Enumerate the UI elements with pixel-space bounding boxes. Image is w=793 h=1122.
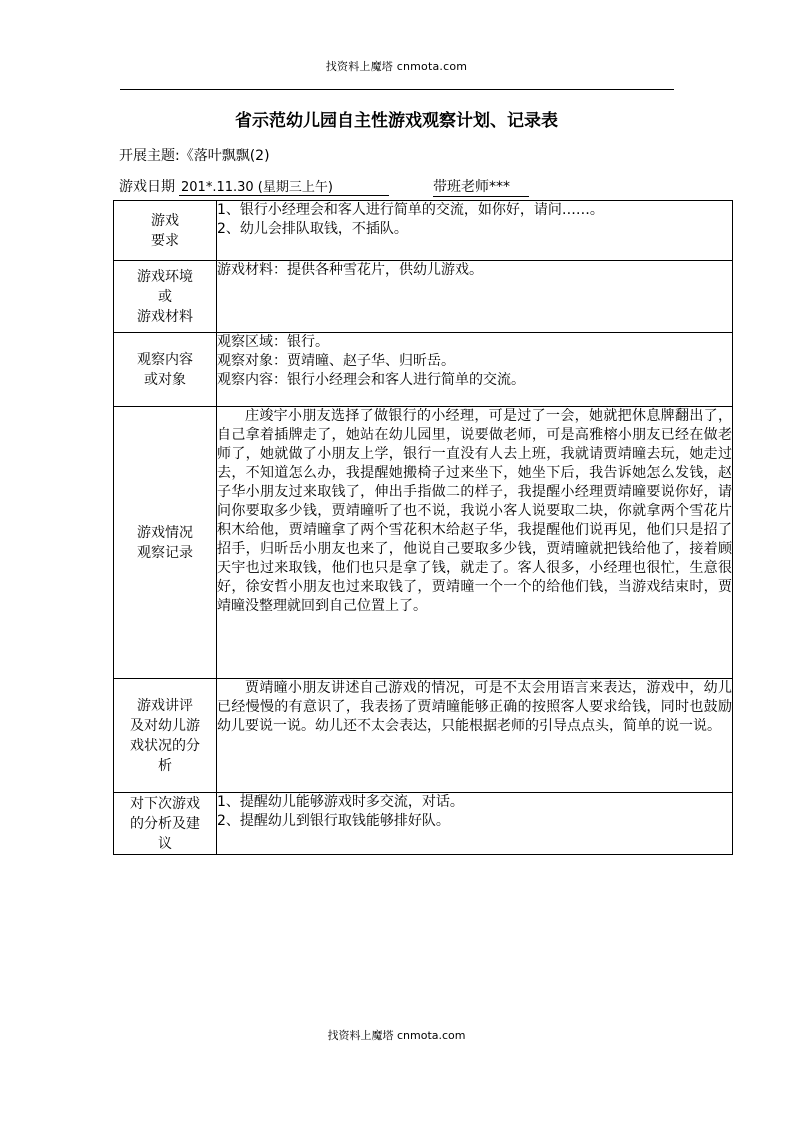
table-row (114, 201, 733, 261)
row-label-observation: 观察内容 或对象 (114, 333, 217, 407)
row-content-environment (217, 261, 733, 333)
table-row (114, 793, 733, 855)
row-label-environment: 游戏环境 或 游戏材料 (114, 261, 217, 333)
content-line: 观察区域：银行。 (217, 334, 329, 350)
date-teacher-line (119, 176, 529, 197)
row-content-suggestions (217, 793, 733, 855)
document-title: 省示范幼儿园自主性游戏观察计划、记录表 (235, 111, 558, 131)
row-content-observation (217, 333, 733, 407)
content-line: 观察内容：银行小经理会和客人进行简单的交流。 (217, 372, 525, 388)
content-line: 游戏材料：提供各种雪花片，供幼儿游戏。 (217, 262, 483, 278)
row-label-suggestions: 对下次游戏 的分析及建 议 (114, 793, 217, 855)
page-footer: 找资料上魔塔 cnmota.com (327, 1029, 466, 1042)
row-content-requirements (217, 201, 733, 261)
row-label-requirements: 游戏 要求 (114, 201, 217, 261)
page-header: 找资料上魔塔 cnmota.com (325, 60, 468, 73)
content-line: 2、提醒幼儿到银行取钱能够排好队。 (217, 813, 450, 829)
row-label-evaluation: 游戏讲评 及对幼儿游 戏状况的分 析 (114, 679, 217, 793)
table-row (114, 679, 733, 793)
row-content-record (217, 407, 733, 679)
table-row (114, 407, 733, 679)
content-line: 1、银行小经理会和客人进行简单的交流，如你好，请问……。 (217, 202, 604, 218)
table-row (114, 261, 733, 333)
observation-record-table (113, 200, 733, 855)
content-line: 2、幼儿会排队取钱，不插队。 (217, 221, 408, 237)
content-line: 1、提醒幼儿能够游戏时多交流，对话。 (217, 794, 464, 810)
teacher-field: 带班老师*** (433, 176, 529, 197)
record-paragraph: 庄竣宇小朋友选择了做银行的小经理，可是过了一会，她就把休息牌翻出了，自己拿着插牌走了，她站在幼儿园里，说要做老师，可是高雅榕小朋友已经在做老师了，她就做了小朋友上学，银行一直没有人去上班，我就请贾靖曈去玩，她走过去，不知道怎么办，我提醒她搬椅子过来坐下，她坐下后，我告诉她怎么发钱，赵子华小朋友过来取钱了，伸出手指做二的样子，我提醒小经理贾靖曈要说你好，请问你要取多少钱，贾靖曈听了也不说，我说小客人说要取二块，你就拿两个雪花片积木给他，贾靖曈拿了两个雪花积木给赵子华，我提醒他们说再见，他们只是招了招手，归昕岳小朋友也来了，他说自己要取多少钱，贾靖曈就把钱给他了，接着顾天宇也过来取钱，他们也只是拿了钱，就走了。客人很多，小经理也很忙，生意很好，徐安哲小朋友也过来取钱了，贾靖曈一个一个的给他们钱，当游戏结束时，贾靖曈没整理就回到自己位置上了。 (217, 408, 732, 614)
date-value: 201*.11.30 (星期三上午) (179, 176, 389, 196)
evaluation-paragraph: 贾靖曈小朋友讲述自己游戏的情况，可是不太会用语言来表达，游戏中，幼儿已经慢慢的有意识了，我表扬了贾靖曈能够正确的按照客人要求给钱，同时也鼓励幼儿要说一说。幼儿还不太会表达，只能根据老师的引导点点头，简单的说一说。 (217, 680, 732, 734)
row-label-record: 游戏情况 观察记录 (114, 407, 217, 679)
header-divider (120, 89, 674, 90)
date-label: 游戏日期 (119, 179, 175, 195)
table-row (114, 333, 733, 407)
content-line: 观察对象：贾靖曈、赵子华、归昕岳。 (217, 353, 455, 369)
theme-line: 开展主题:《落叶飘飘(2) (119, 148, 270, 164)
row-content-evaluation (217, 679, 733, 793)
